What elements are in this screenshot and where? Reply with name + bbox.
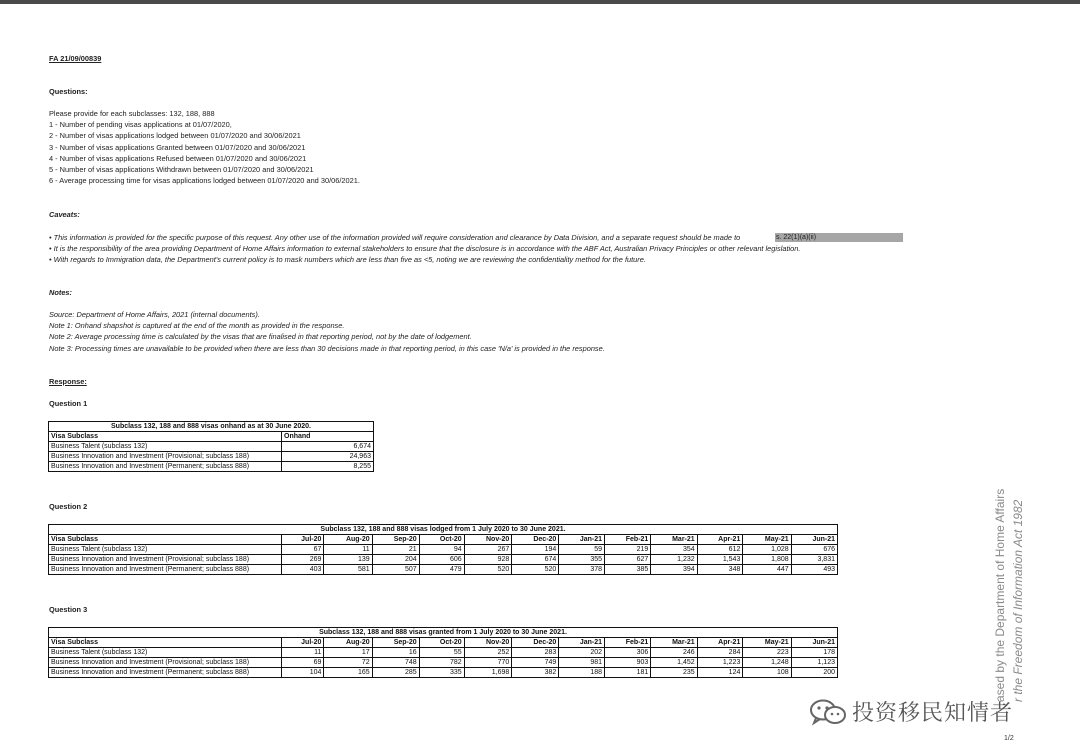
table-cell: 1,223: [697, 658, 743, 668]
table-cell: 1,452: [651, 658, 697, 668]
table-cell: 520: [464, 565, 512, 575]
column-header: Sep-20: [372, 638, 419, 648]
watermark-text: 投资移民知情者: [852, 701, 1014, 726]
table-cell: 385: [605, 565, 651, 575]
table-row: [49, 668, 838, 678]
table-cell: 252: [464, 648, 512, 658]
table-cell: 94: [419, 545, 464, 555]
table-cell: 382: [512, 668, 559, 678]
question-2-label: Question 2: [49, 502, 88, 511]
table-cell: 306: [605, 648, 651, 658]
table-cell: 181: [605, 668, 651, 678]
question-line: 3 - Number of visas applications Granted between 01/07/2020 and 30/06/2021: [49, 142, 306, 152]
column-header: Jul-20: [282, 638, 324, 648]
table-cell: 204: [372, 555, 419, 565]
table-cell: 223: [743, 648, 791, 658]
table-cell: 348: [697, 565, 743, 575]
table-cell: 16: [372, 648, 419, 658]
column-header: Jun-21: [791, 535, 837, 545]
row-label: Business Innovation and Investment (Permanent; subclass 888): [49, 565, 282, 575]
table-cell: 507: [372, 565, 419, 575]
table-cell: 17: [324, 648, 372, 658]
table-cell: 606: [419, 555, 464, 565]
table-cell: 394: [651, 565, 697, 575]
column-header: Onhand: [282, 432, 374, 442]
table-cell: 55: [419, 648, 464, 658]
note-line: Source: Department of Home Affairs, 2021 (internal documents).: [49, 310, 260, 319]
table-cell: 72: [324, 658, 372, 668]
table-cell: 285: [372, 668, 419, 678]
table-cell: 378: [559, 565, 605, 575]
table-cell: 903: [605, 658, 651, 668]
stamp-line-2: r the Freedom of Information Act 1982: [1011, 499, 1025, 702]
table-cell: 1,698: [464, 668, 512, 678]
table-cell: 479: [419, 565, 464, 575]
table-cell: 21: [372, 545, 419, 555]
column-header: Aug-20: [324, 638, 372, 648]
column-header: Nov-20: [464, 638, 512, 648]
table-cell: 1,808: [743, 555, 791, 565]
table-cell: 139: [324, 555, 372, 565]
question-line: 2 - Number of visas applications lodged between 01/07/2020 and 30/06/2021: [49, 131, 301, 141]
table-title-row: [49, 628, 838, 638]
column-header: Mar-21: [651, 638, 697, 648]
column-header: Visa Subclass: [49, 432, 282, 442]
table-cell: 104: [282, 668, 324, 678]
caveat-line: • It is the responsibility of the area providing Department of Home Affairs information to external stakeholders to ensure that the disclosure is in accordance with the ABF Act, Australian Privacy Principles or other relevant legislation.: [49, 244, 801, 253]
column-header: Jul-20: [282, 535, 324, 545]
table-row: [49, 648, 838, 658]
table-row: [49, 462, 374, 472]
table-cell: 403: [282, 565, 324, 575]
column-header: May-21: [743, 535, 791, 545]
table-row: [49, 545, 838, 555]
note-line: Note 1: Onhand shapshot is captured at the end of the month as provided in the response.: [49, 321, 345, 331]
table-cell: 1,232: [651, 555, 697, 565]
table-cell: 3,831: [791, 555, 837, 565]
table-cell: 194: [512, 545, 559, 555]
table-cell: 493: [791, 565, 837, 575]
column-header: Jan-21: [559, 638, 605, 648]
column-header: Jun-21: [791, 638, 837, 648]
table-title: Subclass 132, 188 and 888 visas granted from 1 July 2020 to 30 June 2021.: [49, 628, 838, 638]
table-cell: 165: [324, 668, 372, 678]
table-row: [49, 442, 374, 452]
table-title-row: [49, 525, 838, 535]
note-line: Note 3: Processing times are unavailable to be provided when there are less than 30 decisions made in that reporting period, in this case 'N/a' is provided in the response.: [49, 343, 605, 353]
column-header: May-21: [743, 638, 791, 648]
column-header: Dec-20: [512, 535, 559, 545]
note-line: Note 2: Average processing time is calculated by the visas that are finalised in that reporting period, not by the date of lodgement.: [49, 332, 472, 342]
table-cell: 354: [651, 545, 697, 555]
row-label: Business Talent (subclass 132): [49, 442, 282, 452]
row-label: Business Innovation and Investment (Provisional; subclass 188): [49, 555, 282, 565]
table-row: [49, 565, 838, 575]
table-cell: 124: [697, 668, 743, 678]
onhand-table: [48, 421, 374, 472]
column-header: Nov-20: [464, 535, 512, 545]
table-cell: 1,123: [791, 658, 837, 668]
table-cell: 6,674: [282, 442, 374, 452]
table-cell: 178: [791, 648, 837, 658]
table-row: [49, 452, 374, 462]
column-header: Mar-21: [651, 535, 697, 545]
row-label: Business Innovation and Investment (Permanent; subclass 888): [49, 462, 282, 472]
table-cell: 981: [559, 658, 605, 668]
column-header: Jan-21: [559, 535, 605, 545]
table-cell: 235: [651, 668, 697, 678]
table-cell: 219: [605, 545, 651, 555]
column-header: Sep-20: [372, 535, 419, 545]
table-cell: 246: [651, 648, 697, 658]
question-line: 5 - Number of visas applications Withdrawn between 01/07/2020 and 30/06/2021: [49, 165, 314, 174]
wechat-logo-icon: [808, 698, 848, 726]
row-label: Business Innovation and Investment (Provisional; subclass 188): [49, 658, 282, 668]
table-title: Subclass 132, 188 and 888 visas lodged from 1 July 2020 to 30 June 2021.: [49, 525, 838, 535]
table-cell: 782: [419, 658, 464, 668]
table-cell: 269: [282, 555, 324, 565]
table-row: [49, 658, 838, 668]
question-line: Please provide for each subclasses: 132, 188, 888: [49, 109, 215, 118]
table-cell: 355: [559, 555, 605, 565]
table-cell: 770: [464, 658, 512, 668]
lodged-table: [48, 524, 838, 575]
notes-heading: Notes:: [49, 288, 72, 297]
column-header: Apr-21: [697, 535, 743, 545]
document-page: [0, 4, 1080, 756]
table-cell: 8,255: [282, 462, 374, 472]
column-header: Feb-21: [605, 535, 651, 545]
table-row: [49, 555, 838, 565]
stamp-line-1: ased by the Department of Home Affairs: [993, 488, 1007, 702]
column-header: Oct-20: [419, 535, 464, 545]
caveat-line: • With regards to Immigration data, the Department's current policy is to mask numbers which are less than five as <5, noting we are reviewing the confidentiality method for the future.: [49, 255, 646, 264]
table-cell: 283: [512, 648, 559, 658]
table-cell: 284: [697, 648, 743, 658]
table-cell: 447: [743, 565, 791, 575]
caveats-heading: Caveats:: [49, 210, 80, 219]
row-label: Business Talent (subclass 132): [49, 648, 282, 658]
table-title: Subclass 132, 188 and 888 visas onhand as at 30 June 2020.: [49, 422, 374, 432]
column-header: Visa Subclass: [49, 638, 282, 648]
table-cell: 1,543: [697, 555, 743, 565]
table-cell: 1,248: [743, 658, 791, 668]
table-header-row: [49, 535, 838, 545]
column-header: Aug-20: [324, 535, 372, 545]
page-number: 1/2: [1004, 735, 1014, 742]
question-line: 6 - Average processing time for visas applications lodged between 01/07/2020 and 30/06/2021.: [49, 176, 360, 186]
column-header: Apr-21: [697, 638, 743, 648]
table-cell: 202: [559, 648, 605, 658]
table-cell: 188: [559, 668, 605, 678]
table-cell: 11: [324, 545, 372, 555]
granted-table: [48, 627, 838, 678]
table-cell: 627: [605, 555, 651, 565]
question-line: 1 - Number of pending visas applications at 01/07/2020,: [49, 120, 232, 130]
table-cell: 200: [791, 668, 837, 678]
table-cell: 24,963: [282, 452, 374, 462]
table-cell: 581: [324, 565, 372, 575]
table-cell: 267: [464, 545, 512, 555]
table-title-row: [49, 422, 374, 432]
row-label: Business Innovation and Investment (Provisional; subclass 188): [49, 452, 282, 462]
table-cell: 612: [697, 545, 743, 555]
table-cell: 335: [419, 668, 464, 678]
column-header: Feb-21: [605, 638, 651, 648]
column-header: Oct-20: [419, 638, 464, 648]
questions-heading: Questions:: [49, 87, 88, 96]
table-header-row: [49, 432, 374, 442]
table-cell: 520: [512, 565, 559, 575]
caveat-line: • This information is provided for the specific purpose of this request. Any other use of the information provided will require consideration and clearance by Data Division, and a separate request should be made to: [49, 233, 741, 242]
question-1-label: Question 1: [49, 399, 88, 408]
watermark: [808, 696, 1013, 727]
foi-release-stamp: [980, 474, 1040, 704]
table-cell: 676: [791, 545, 837, 555]
response-heading: Response:: [49, 377, 87, 386]
table-cell: 928: [464, 555, 512, 565]
column-header: Visa Subclass: [49, 535, 282, 545]
row-label: Business Innovation and Investment (Permanent; subclass 888): [49, 668, 282, 678]
table-cell: 59: [559, 545, 605, 555]
table-cell: 67: [282, 545, 324, 555]
question-line: 4 - Number of visas applications Refused between 01/07/2020 and 30/06/2021: [49, 153, 307, 163]
column-header: Dec-20: [512, 638, 559, 648]
row-label: Business Talent (subclass 132): [49, 545, 282, 555]
reference-number: FA 21/09/00839: [49, 54, 102, 63]
table-header-row: [49, 638, 838, 648]
table-cell: 1,028: [743, 545, 791, 555]
table-cell: 69: [282, 658, 324, 668]
table-cell: 749: [512, 658, 559, 668]
table-cell: 674: [512, 555, 559, 565]
redaction-box: s. 22(1)(a)(ii): [775, 233, 903, 242]
table-cell: 748: [372, 658, 419, 668]
question-3-label: Question 3: [49, 605, 88, 614]
table-cell: 108: [743, 668, 791, 678]
table-cell: 11: [282, 648, 324, 658]
